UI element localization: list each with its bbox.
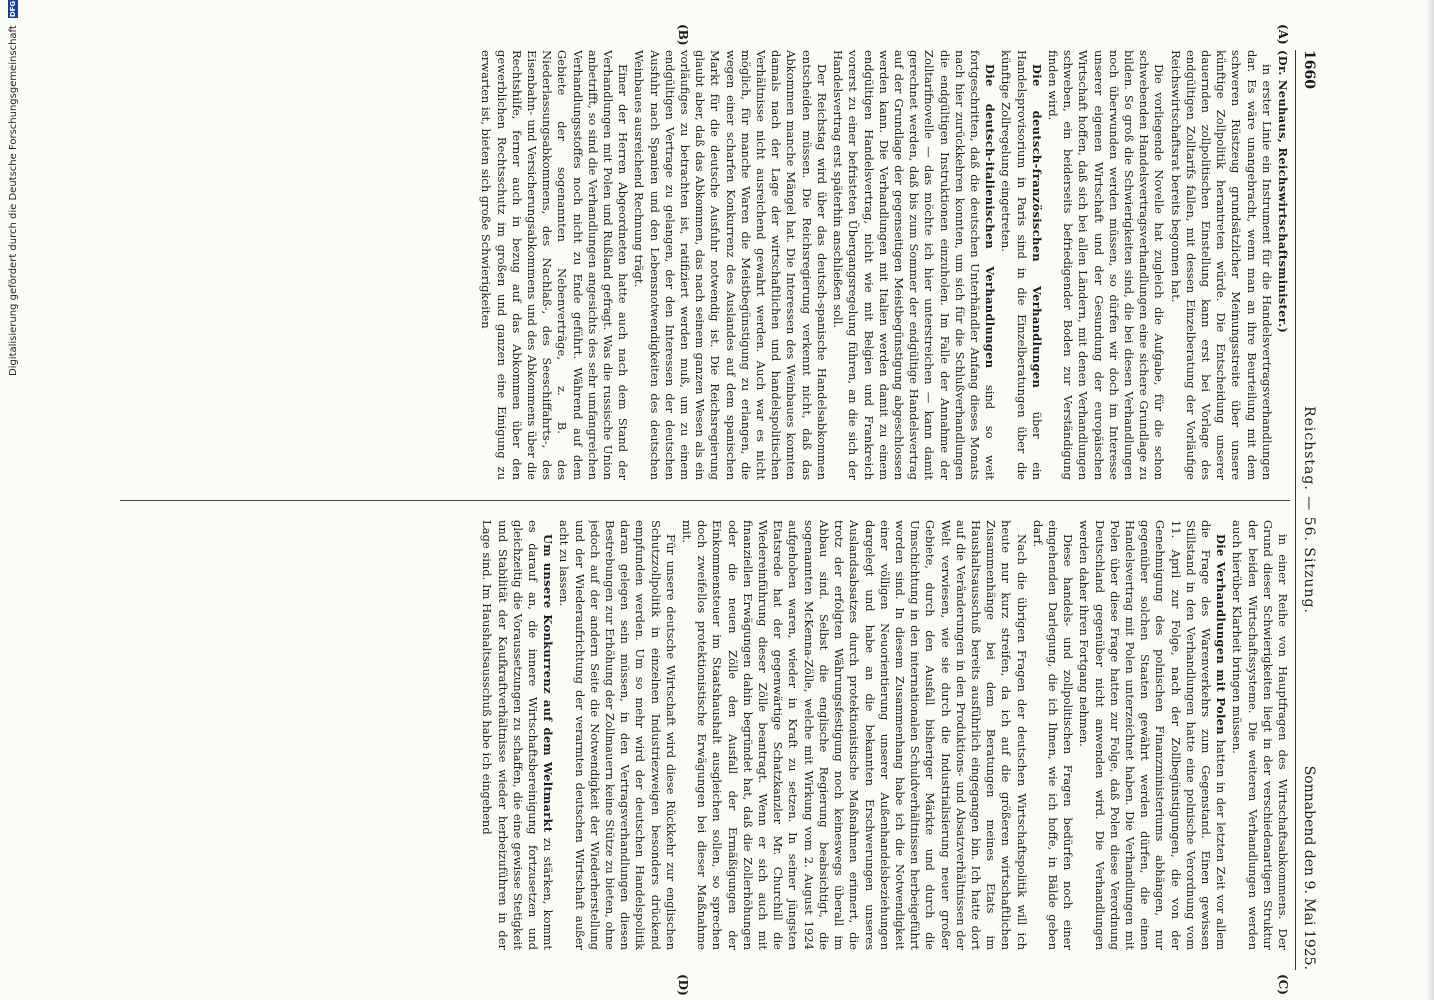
paragraph-text: hatten in der letzten Zeit vor allem die Frage des Warenverkehrs zum Gegenstand. Einen gewissen Stillstand in den Verhandlungen hatte eine polnische Verordnung vom 11. April zur Folge, nach der Zollbegünstigungen, die von der Genehmigung des polnischen Finanzministeriums abhängen, nur gegenüber solchen Staaten gewährt werden dürfen, die einen Handelsvertrag mit Polen unterzeichnet haben. Die Verhandlungen mit Polen über diese Frage hatten zur Folge, daß Polen diese Verordnung Deutschland gegenüber nicht anwenden wird. Die Verhandlungen werden daher ihren Fortgang nehmen. [1077, 520, 1229, 950]
dfg-logo-icon: DFG [9, 0, 17, 18]
bold-lead: Die deutsch-italienischen Verhandlungen [983, 64, 998, 369]
paragraph-text: in erster Linie ein Instrument für die Handelsvertragsverhandlungen dar. Es wäre unangebracht, wenn man an ihre Beurteilung mit dem schweren Rüstzeug grundsätzlicher Meinungsstreite über unsere künftige Zollpolitik herantreten würde. Die Entscheidung unserer dauernden zollpolitischen Einstellung kann erst bei Vorlage des endgültigen Zolltarifs fallen, mit dessen Einzelberatung der Vorläufige Reichswirtschaftsrat bereits begonnen hat. [1168, 50, 1274, 480]
paragraph [556, 520, 678, 950]
right-text-column [115, 520, 1290, 950]
paragraph-text: sind so weit fortgeschritten, daß die deutschen Unterhändler Anfang dieses Monats nach hier zurückkehren konnten, um sich für die Schlußverhandlungen die endgültigen Instruktionen einzuholen. Im Falle der Annahme der Zolltarifnovelle — das möchte ich hier unterstreichen — kann damit gerechnet werden, daß bis zum Sommer der endgültige Handelsvertrag auf der Grundlage der gegenseitigen Meistbegünstigung abgeschlossen werden kann. Die Verhandlungen mit Italien werden damit zu einem endgültigen Handelsvertrag, nicht wie mit Belgien und Frankreich vorerst zu einer befristeten Übergangsregelung führen, an die sich der Handelsvertrag erst späterhin anschließen soll. [831, 50, 998, 480]
paragraph-text: Einer der Herren Abgeordneten hatte auch nach dem Stand der Verhandlungen mit Polen und Rußland gefragt. Was die russische Union anbetrifft, so sind die Verhandlungen angesichts des sehr umfangreichen Verhandlungsstoffes noch nicht zu Ende geführt. Während auf dem Gebiete der sogenannten Nebenverträge, z. B. des Niederlassungsabkommens, des Nachlaß-, des Seeschiffahrts-, des Eisenbahn- und Versicherungsabkommens und des Abkommens über die Rechtshilfe, ferner auch in bezug auf das Abkommen über den gewerblichen Rechtsschutz im großen und ganzen eine Einigung zu erwarten ist, bieten sich große Schwierigkeiten [479, 50, 631, 480]
paragraph-text: Für unsere deutsche Wirtschaft wird diese Rückkehr zur englischen Schutzzollpolitik in einzelnen Industriezweigen besonders drückend empfunden werden. Um so mehr wird der deutschen Handelspolitik daran gelegen sein müssen, in den Vertragsverhandlungen diesen Bestrebungen zur Erhöhung der Zollmauern keine Stütze zu bieten, ohne jedoch auf der andern Seite die Notwendigkeit der Wiederherstellung und der Wiederaufrichtung der verarmten deutschen Wirtschaft außer acht zu lassen. [557, 520, 678, 950]
page-edge-shadow [1428, 0, 1434, 1000]
paragraph [998, 50, 1044, 480]
paragraph [1229, 520, 1290, 950]
paragraph [478, 50, 630, 480]
paragraph-text: Nach die übrigen Fragen der deutschen Wirtschaftspolitik will ich heute nur kurz streifen, da ich auf die größeren wirtschaftlichen Zusammenhänge bei dem Beratungen meines Etats im Haushaltsausschuß bereits ausführlich eingegangen bin. Ich hatte dort auf die Veränderungen in den Produktions- und Absatzverhältnissen der Welt verwiesen, wie sie durch die Industrialisierung neuer großer Gebiete, durch den Ausfall bisheriger Märkte und durch die Umschichtung in den internationalen Schuldverhältnissen herbeigeführt worden sind. In diesem Zusammenhang habe ich die Notwendigkeit einer völligen Neuorientierung unserer Außenhandelsbeziehungen dargelegt und habe an die bekannten Erschwerungen unseres Auslandsabsatzes durch protektionistische Maßnahmen erinnert, die trotz der erfolgten Währungsfestigung noch keineswegs überall im Abbau sind. Selbst die englische Regierung beabsichtigt, die sogenannten McKenna-Zölle, welche mit Wirkung vom 2. August 1924 aufgehoben waren, wieder in Kraft zu setzen. In seiner jüngsten Etatsrede hat der gegenwärtige Schatzkanzler Mr. Churchill die Wiedereinführung dieser Zölle beantragt. Wenn er sich auch mit finanziellen Erwägungen dahin begründet hat, daß die Zollerhöhungen oder die neuen Zölle den Ausfall der Ermäßigungen der Einkommensteuer im Staatshaushalt ausgleichen sollen, so sprechen doch zweifellos protektionistische Erwägungen bei dieser Maßnahme mit. [680, 520, 1029, 950]
bold-lead: (Dr. Neuhaus, Reichswirtschaftsminister.) [1276, 50, 1290, 334]
paragraph [479, 520, 555, 950]
paragraph-text: über ein Handelsprovisorium in Paris sind in die Einzelberatungen über die künftige Zollregelung eingetreten. [999, 50, 1044, 480]
credit-text: Digitalisierung gefördert durch die Deutsche Forschungsgemeinschaft [8, 25, 19, 377]
paragraph-text: Der Reichstag wird über das deutsch-spanische Handelsabkommen entscheiden müssen. Die Reichsregierung verkennt nicht, daß das Abkommen manche Mängel hat. Die Interessen des Weinbaues konnten damals nach der Lage der wirtschaftlichen und handelspolitischen Verhältnisse nicht ausreichend gewahrt werden. Auch war es nicht möglich, für manche Waren die Meistbegünstigung zu erlangen, die wegen einer scharfen Konkurrenz des Auslandes auf dem spanischen Markt für die deutsche Ausfuhr notwendig ist. Die Reichsregierung glaubt aber, daß das Abkommen, das nach seinem ganzen Wesen als ein vorläufiges zu betrachten ist, ratifiziert werden muß, um zu einem endgültigen Vertrage zu gelangen, der den Interessen der deutschen Ausfuhr nach Spanien und den Lebensnotwendigkeiten des deutschen Weinbaues ausreichend Rechnung trägt. [632, 50, 829, 480]
paragraph-text: Die vorliegende Novelle hat zugleich die Aufgabe, für die schon schwebenden Handelsvertragsverhandlungen eine sichere Grundlage zu bilden. So groß die Schwierigkeiten sind, die bei diesen Verhandlungen noch überwunden werden müssen, so dürfen wir doch im Interesse unserer eigenen Wirtschaft und der Gesundung der europäischen Wirtschaft hoffen, daß sich bei allen Ländern, mit denen Verhandlungen schweben, ein beiderseits befriedigender Boden zur Verständigung finden wird. [1045, 50, 1167, 480]
margin-mark-d: (D) [676, 974, 690, 996]
column-divider [120, 500, 1290, 501]
bold-lead: Die Verhandlungen mit Polen [1214, 534, 1229, 735]
running-head [1298, 50, 1320, 970]
digitization-credit [4, 0, 24, 1000]
paragraph-text: zu stärken, kommt es darauf an, die innere Wirtschaftsbereinigung fortzusetzen und gleichzeitig die Voraussetzungen zu schaffen, die eine gewisse Stetigkeit und Stabilität der Kaufkraftverhältnisse wieder herbeizuführen in der Lage sind. Im Haushaltsausschuß habe ich eingehend [480, 520, 556, 950]
paragraph [1167, 50, 1273, 480]
paragraph [1030, 520, 1076, 950]
paragraph-text: Diese handels- und zollpolitischen Fragen bedürfen noch einer eingehenden Darlegung, die ich Ihnen, wie ich hoffe, in Bälde geben darf. [1030, 520, 1076, 950]
session-title: Reichstag. — 56. Sitzung. [1301, 406, 1317, 614]
paragraph [631, 50, 829, 480]
paragraph [1045, 50, 1167, 480]
session-date: Sonnabend den 9. Mai 1925. [1301, 765, 1317, 970]
margin-mark-c: (C) [1276, 974, 1290, 995]
margin-mark-a: (A) [1276, 24, 1290, 45]
left-text-column [115, 50, 1290, 480]
paragraph-text: in einer Reihe von Hauptfragen des Wirtschaftsabkommens. Der Grund dieser Schwierigkeiten liegt in der verschiedenartigen Struktur der beiden Wirtschaftssysteme. Die weiteren Verhandlungen werden auch hierüber Klarheit bringen müssen. [1230, 520, 1290, 950]
paragraph [679, 520, 1029, 950]
paragraph [1076, 520, 1228, 950]
paragraph [830, 50, 997, 480]
paragraph [1275, 50, 1290, 480]
bold-lead: Die deutsch-französischen Verhandlungen [1029, 64, 1044, 389]
page-number: 1660 [1301, 50, 1317, 89]
header-rule [1295, 50, 1296, 970]
bold-lead: Um unsere Konkurrenz auf dem Weltmarkt [541, 534, 556, 833]
rotated-newspaper-page [110, 24, 1320, 996]
margin-mark-b: (B) [676, 24, 690, 46]
